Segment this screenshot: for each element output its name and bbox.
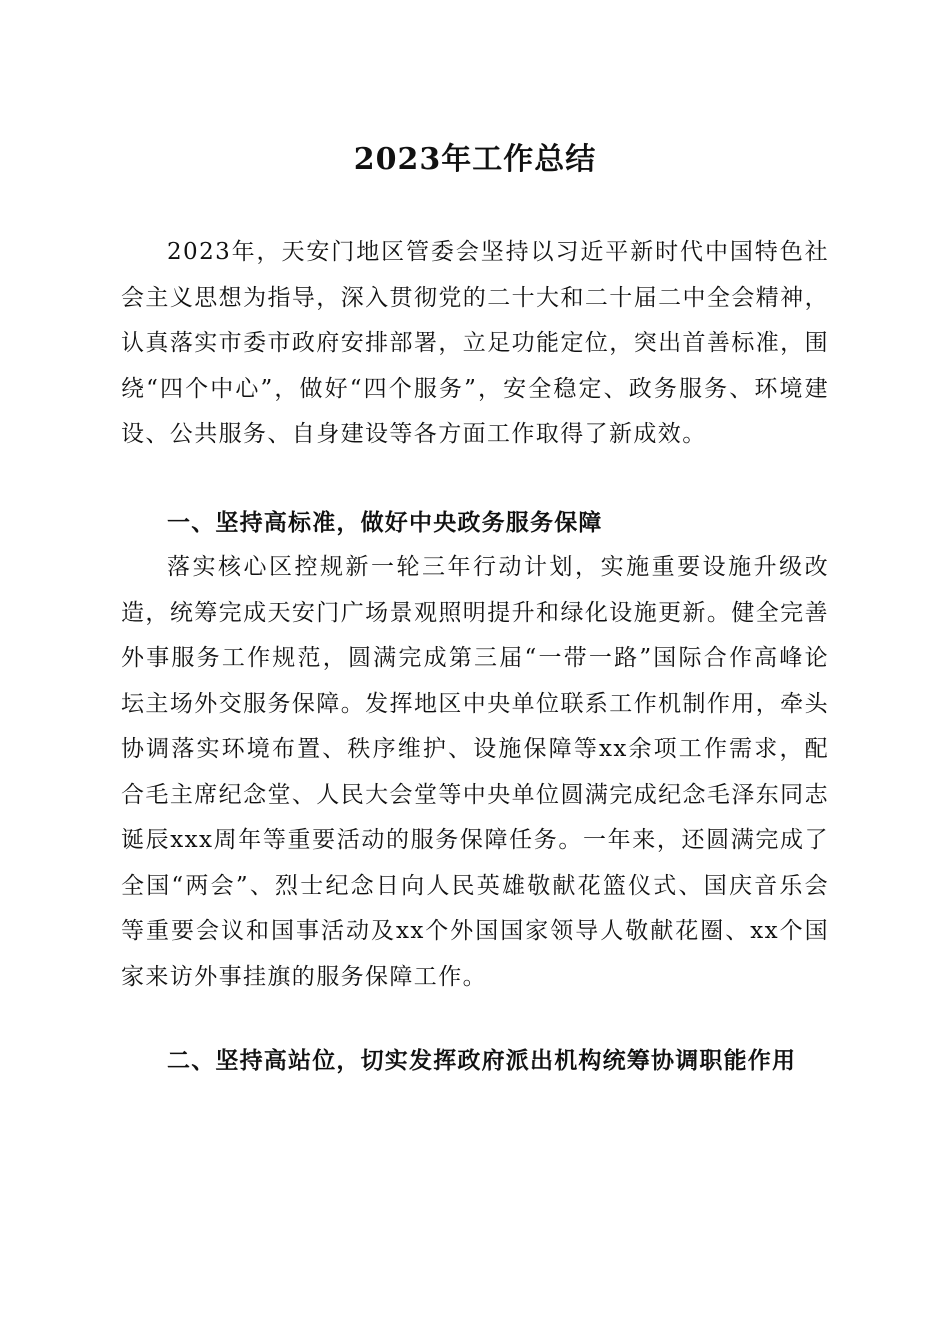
document-title: 2023年工作总结 xyxy=(353,142,597,177)
section-heading-2: 二、坚持高站位，切实发挥政府派出机构统筹协调职能作用 xyxy=(167,1047,797,1074)
section-1-paragraph: 落实核心区控规新一轮三年行动计划，实施重要设施升级改造，统筹完成天安门广场景观照明提升和绿化设施更新。健全完善外事服务工作规范，圆满完成第三届“一带一路”国际合作高峰论坛主场外交服务保障。发挥地区中央单位联系工作机制作用，牵头协调落实环境布置、秩序维护、设施保障等xx余项工作需求，配合毛主席纪念堂、人民大会堂等中央单位圆满完成纪念毛泽东同志诞辰xxx周年等重要活动的服务保障任务。一年来，还圆满完成了全国“两会”、烈士纪念日向人民英雄敬献花篮仪式、国庆音乐会等重要会议和国事活动及xx个外国国家领导人敬献花圈、xx个国家来访外事挂旗的服务保障工作。 xyxy=(121,554,829,990)
intro-paragraph: 2023年，天安门地区管委会坚持以习近平新时代中国特色社会主义思想为指导，深入贯彻党的二十大和二十届二中全会精神，认真落实市委市政府安排部署，立足功能定位，突出首善标准，围绕“四个中心”，做好“四个服务”，安全稳定、政务服务、环境建设、公共服务、自身建设等各方面工作取得了新成效。 xyxy=(121,239,829,447)
section-heading-1: 一、坚持高标准，做好中央政务服务保障 xyxy=(167,509,603,536)
